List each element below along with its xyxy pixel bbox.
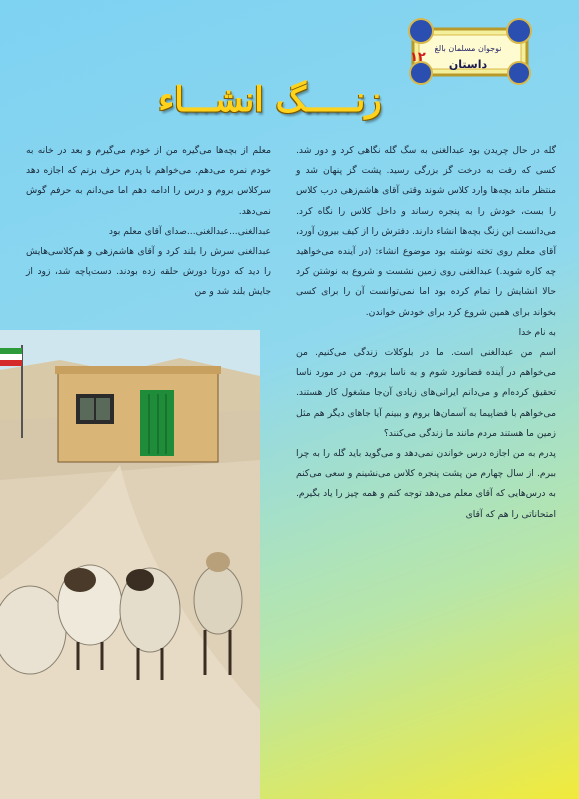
section-label: داستان bbox=[448, 58, 488, 71]
paragraph: معلم از بچه‌ها می‌گیره من از خودم می‌گیرم و بعد در خانه به خودم نمره می‌دهم. می‌خواهم با پدرم حرف بزنم که اجازه دهد سرکلاس بروم و درس را ادامه دهم اما می‌دانم به حرفم گوش نمی‌دهد. bbox=[26, 145, 271, 217]
magazine-series: نوجوان مسلمان بالغ bbox=[434, 44, 502, 53]
paragraph: گله در حال چریدن بود عبدالغنی به سگ گله نگاهی کرد و دور شد. کسی که رفت به درخت گز بزرگی رسید. پشت گز پنهان شد و منتظر ماند بچه‌ها وارد کلاس شوند وقتی آقای هاشم‌زهی درب کلاس را بست، خودش را به پنجره رساند و داخل کلاس را نگاه کرد. می‌دانست این زنگ بچه‌ها انشاء دارند. دفترش را از کیف بیرون آورد، آقای معلم روی تخته نوشته بود موضوع انشاء: (در آینده می‌خواهید چه کاره شوید.) عبدالغنی روی زمین نشست و شروع به نوشتن کرد حالا انشایش را تمام کرده بود اما نمی‌توانست آن را برای کسی بخواند برای همین شروع کرد برای خودش خواندن. bbox=[296, 145, 556, 318]
paragraph: اسم من عبدالغنی است. ما در بلوکلات زندگی می‌کنیم. من می‌خواهم در آینده فضانورد شوم و به ناسا بروم. من در مورد ناسا تحقیق کرده‌ام و می‌دانم ایرانی‌های زیادی آن‌جا مشغول کار هستند. می‌خواهم با فضاپیما به آسمان‌ها بروم و ببینم آیا جاهای دیگر هم مثل زمین ما هستند مردم مانند ما زندگی می‌کنند؟ bbox=[296, 347, 556, 439]
text-column-left bbox=[26, 141, 271, 303]
paragraph: به نام خدا bbox=[518, 326, 556, 338]
text-column-right bbox=[296, 141, 556, 525]
paragraph: عبدالغنی سرش را بلند کرد و آقای هاشم‌زهی و هم‌کلاسی‌هایش را دید که دورتا دورش حلقه زده بودند. دست‌پاچه شد، زود از جایش بلند شد و من bbox=[26, 246, 271, 298]
paragraph: عبدالغنی...عبدالغنی...صدای آقای معلم بود bbox=[108, 225, 271, 237]
story-title: زنـــــگ انشـــاء bbox=[158, 80, 382, 120]
story-illustration bbox=[0, 330, 260, 799]
paragraph: پدرم به من اجازه درس خواندن نمی‌دهد و می‌گوید باید گله را به چرا ببرم. از سال چهارم من پشت پنجره کلاس می‌نشینم و سعی می‌کنم به درس‌هایی که آقای معلم می‌دهد توجه کنم و همه چیز را یاد بگیرم. امتحاناتی را هم که آقای bbox=[296, 448, 556, 520]
page-number: ۱۲ bbox=[410, 50, 426, 65]
